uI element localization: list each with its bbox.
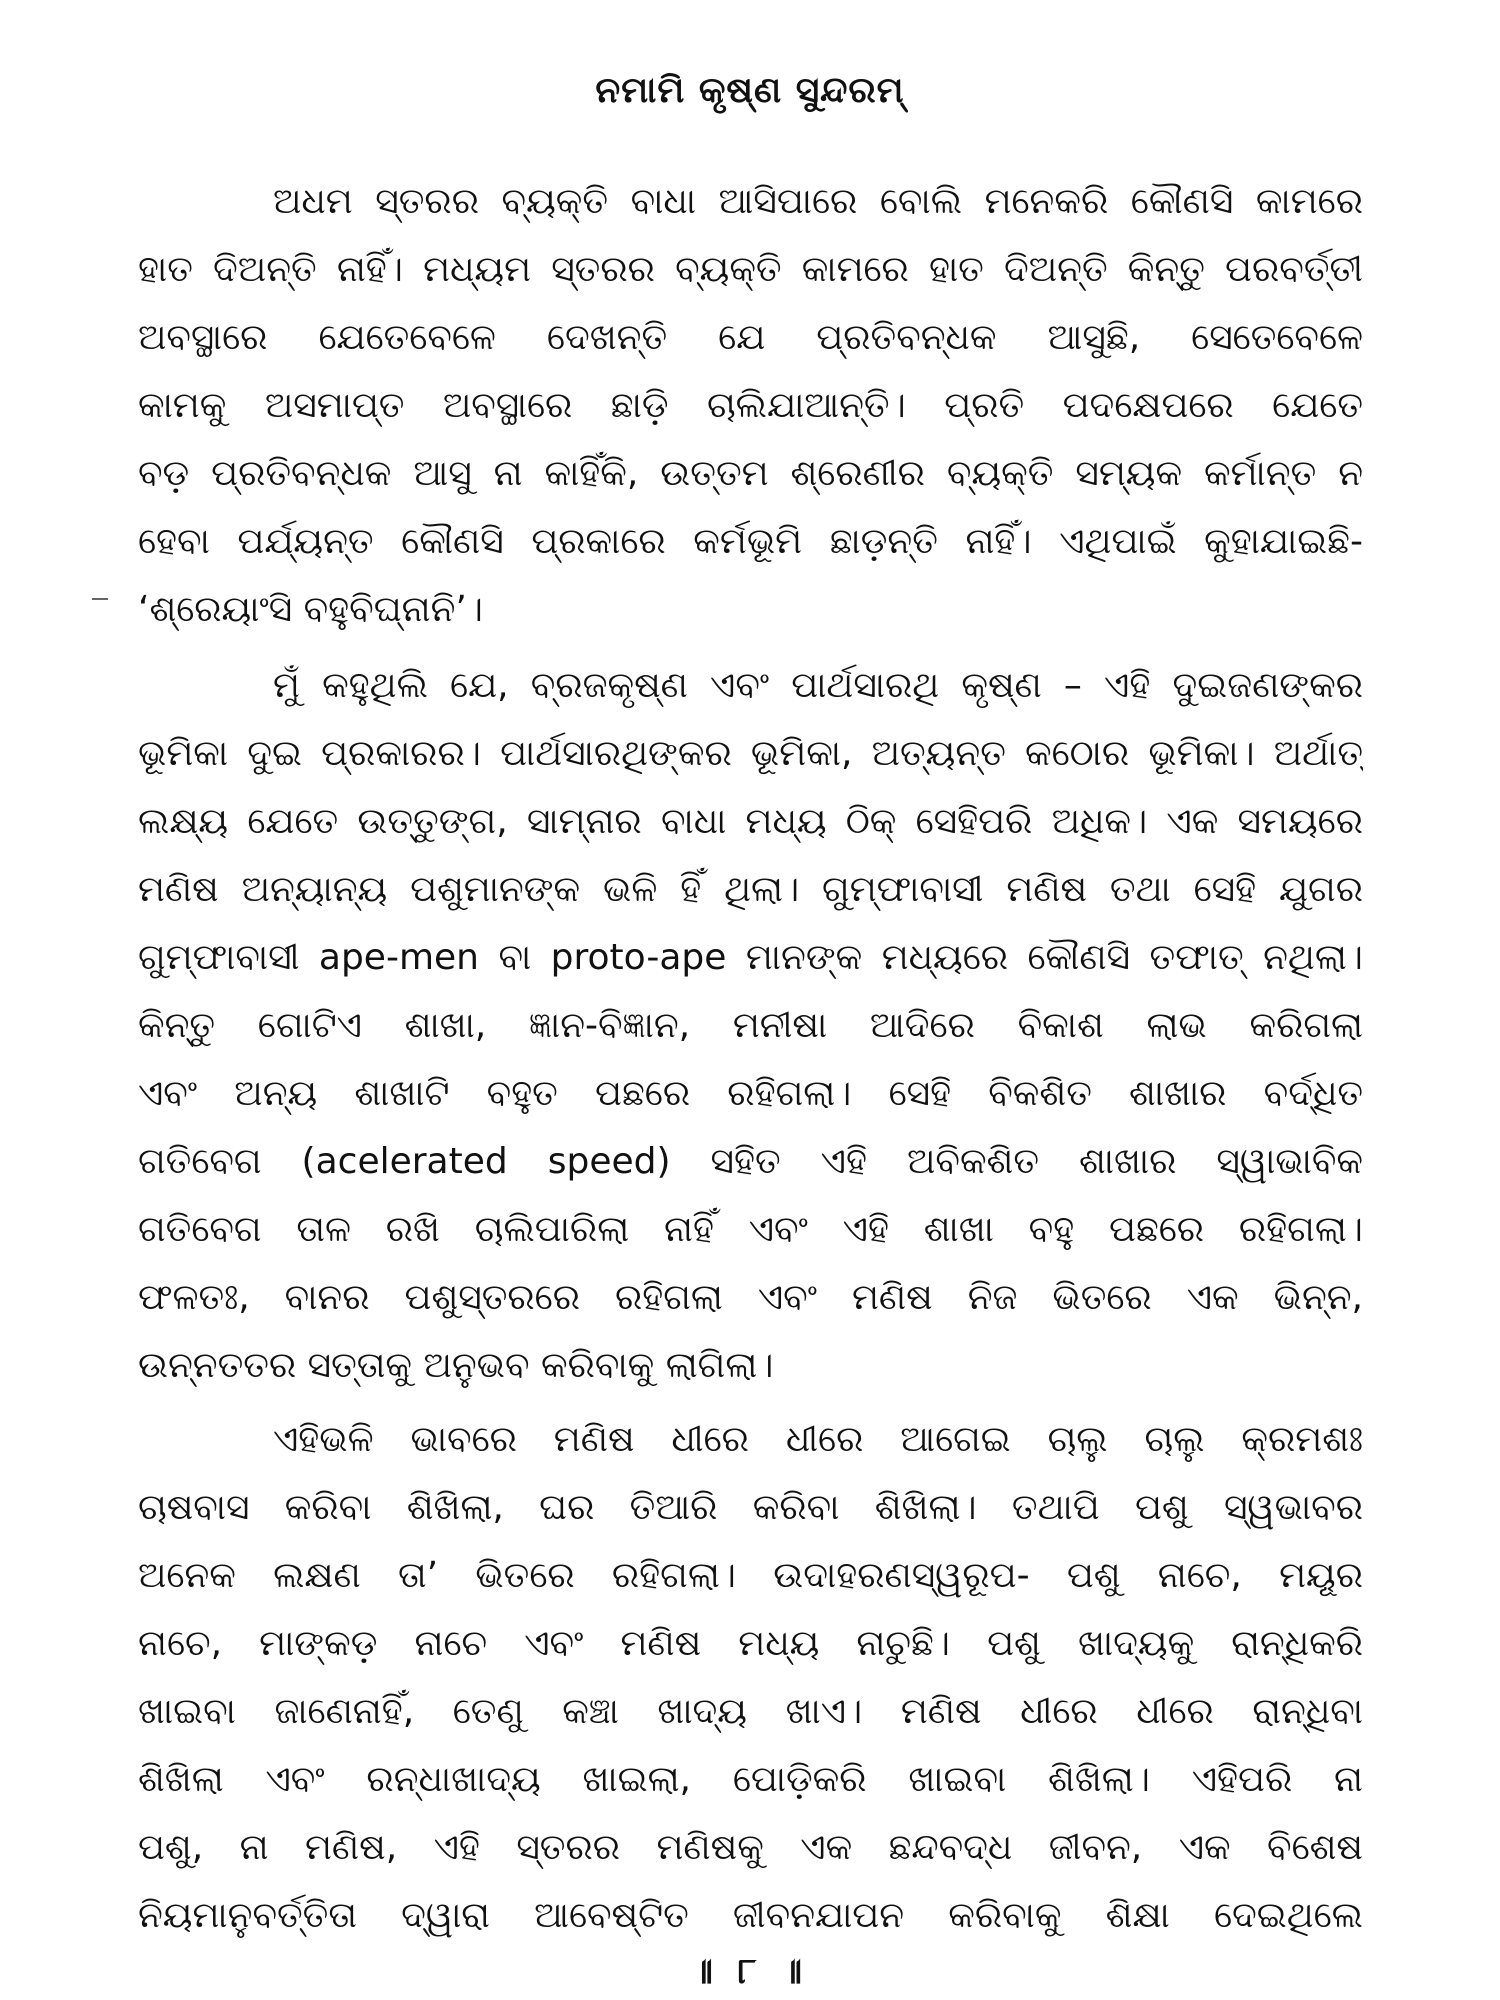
margin-mark	[92, 598, 108, 600]
page-number: ॥ ୮ ॥	[691, 1950, 809, 1992]
text-line: ଗତିବେଗ ତାଳ ରଖି ଚାଲିପାରିଲା ନାହିଁ ଏବଂ ଏହି ଶାଖା ବହୁ ପଛରେ ରହିଗଲା।	[138, 1209, 1363, 1250]
page-title: ନମାମି କୃଷ୍ଣ ସୁନ୍ଦରମ୍	[595, 70, 905, 111]
paragraph-3	[138, 1406, 1363, 1950]
text-line: ପଶୁ, ନା ମଣିଷ, ଏହି ସ୍ତରର ମଣିଷକୁ ଏକ ଛନ୍ଦବଦ୍ଧ ଜୀବନ, ଏକ ବିଶେଷ	[138, 1827, 1363, 1868]
text-line: ଶିଖିଲା ଏବଂ ରନ୍ଧାଖାଦ୍ୟ ଖାଇଲା, ପୋଡ଼ିକରି ଖାଇବା ଶିଖିଲା। ଏହିପରି ନା	[138, 1759, 1363, 1800]
text-line: ଅନେକ ଲକ୍ଷଣ ତା’ ଭିତରେ ରହିଗଲା। ଉଦାହରଣସ୍ୱରୂପ- ପଶୁ ନାଚେ, ମୟୂର	[138, 1555, 1363, 1596]
text-line: ଅବସ୍ଥାରେ ଯେତେବେଳେ ଦେଖନ୍ତି ଯେ ପ୍ରତିବନ୍ଧକ ଆସୁଛି, ସେତେବେଳେ	[138, 317, 1363, 358]
text-line: ହେବା ପର୍ଯ୍ୟନ୍ତ କୌଣସି ପ୍ରକାରେ କର୍ମଭୂମି ଛାଡ଼ନ୍ତି ନାହିଁ। ଏଥିପାଇଁ କୁହାଯାଇଛି-	[138, 521, 1363, 562]
text-line: ଗୁମ୍ଫାବାସୀ ape-men ବା proto-ape ମାନଙ୍କ ମଧ୍ୟରେ କୌଣସି ତଫାତ୍ ନଥିଲା।	[138, 937, 1363, 978]
text-line: କାମକୁ ଅସମାପ୍ତ ଅବସ୍ଥାରେ ଛାଡ଼ି ଚାଲିଯାଆନ୍ତି। ପ୍ରତି ପଦକ୍ଷେପରେ ଯେତେ	[138, 385, 1363, 426]
text-line: ମଣିଷ ଅନ୍ୟାନ୍ୟ ପଶୁମାନଙ୍କ ଭଳି ହିଁ ଥିଲା। ଗୁମ୍ଫାବାସୀ ମଣିଷ ତଥା ସେହି ଯୁଗର	[138, 869, 1363, 910]
text-line: ଭୂମିକା ଦୁଇ ପ୍ରକାରର। ପାର୍ଥସାରଥିଙ୍କର ଭୂମିକା, ଅତ୍ୟନ୍ତ କଠୋର ଭୂମିକା। ଅର୍ଥାତ୍	[138, 733, 1363, 774]
text-line: ଲକ୍ଷ୍ୟ ଯେତେ ଉତ୍ତୁଙ୍ଗ, ସାମ୍ନାର ବାଧା ମଧ୍ୟ ଠିକ୍ ସେହିପରି ଅଧିକ। ଏକ ସମୟରେ	[138, 801, 1363, 842]
text-line: କିନ୍ତୁ ଗୋଟିଏ ଶାଖା, ଜ୍ଞାନ-ବିଜ୍ଞାନ, ମନୀଷା ଆଦିରେ ବିକାଶ ଲାଭ କରିଗଲା	[138, 1005, 1363, 1046]
text-line: ‘ଶ୍ରେୟାଂସି ବହୁବିଘ୍ନାନି’।	[138, 589, 484, 630]
text-line: ବଡ଼ ପ୍ରତିବନ୍ଧକ ଆସୁ ନା କାହିଁକି, ଉତ୍ତମ ଶ୍ରେଣୀର ବ୍ୟକ୍ତି ସମ୍ୟକ କର୍ମାନ୍ତ ନ	[138, 453, 1363, 494]
text-line: ନାଚେ, ମାଙ୍କଡ଼ ନାଚେ ଏବଂ ମଣିଷ ମଧ୍ୟ ନାଚୁଛି। ପଶୁ ଖାଦ୍ୟକୁ ରାନ୍ଧିକରି	[138, 1623, 1363, 1664]
paragraph-2	[138, 652, 1363, 1400]
text-line: ଉନ୍ନତତର ସତ୍ତାକୁ ଅନୁଭବ କରିବାକୁ ଲାଗିଲା।	[138, 1345, 774, 1386]
text-line: ଫଳତଃ, ବାନର ପଶୁସ୍ତରରେ ରହିଗଲା ଏବଂ ମଣିଷ ନିଜ ଭିତରେ ଏକ ଭିନ୍ନ,	[138, 1277, 1363, 1318]
text-line: ଖାଇବା ଜାଣେନାହିଁ, ତେଣୁ କଞ୍ଚା ଖାଦ୍ୟ ଖାଏ। ମଣିଷ ଧୀରେ ଧୀରେ ରାନ୍ଧିବା	[138, 1691, 1363, 1732]
text-line: ଏବଂ ଅନ୍ୟ ଶାଖାଟି ବହୁତ ପଛରେ ରହିଗଲା। ସେହି ବିକଶିତ ଶାଖାର ବର୍ଦ୍ଧିତ	[138, 1073, 1363, 1114]
text-line: ମୁଁ କହୁଥିଲି ଯେ, ବ୍ରଜକୃଷ୍ଣ ଏବଂ ପାର୍ଥସାରଥି କୃଷ୍ଣ – ଏହି ଦୁଇଜଣଙ୍କର	[273, 665, 1363, 706]
text-line: ହାତ ଦିଅନ୍ତି ନାହିଁ। ମଧ୍ୟମ ସ୍ତରର ବ୍ୟକ୍ତି କାମରେ ହାତ ଦିଅନ୍ତି କିନ୍ତୁ ପରବର୍ତ୍ତୀ	[138, 249, 1363, 290]
text-line: ନିୟମାନୁବର୍ତ୍ତିତା ଦ୍ୱାରା ଆବେଷ୍ଟିତ ଜୀବନଯାପନ କରିବାକୁ ଶିକ୍ଷା ଦେଇଥିଲେ	[138, 1895, 1363, 1936]
text-line: ଏହିଭଳି ଭାବରେ ମଣିଷ ଧୀରେ ଧୀରେ ଆଗେଇ ଚାଲୁ ଚାଲୁ କ୍ରମଶଃ	[273, 1419, 1363, 1460]
text-line: ଗତିବେଗ (acelerated speed) ସହିତ ଏହି ଅବିକଶିତ ଶାଖାର ସ୍ୱାଭାବିକ	[138, 1141, 1363, 1182]
text-line: ଚାଷବାସ କରିବା ଶିଖିଲା, ଘର ତିଆରି କରିବା ଶିଖିଲା। ତଥାପି ପଶୁ ସ୍ୱଭାବର	[138, 1487, 1363, 1528]
text-line: ଅଧମ ସ୍ତରର ବ୍ୟକ୍ତି ବାଧା ଆସିପାରେ ବୋଲି ମନେକରି କୌଣସି କାମରେ	[273, 181, 1363, 222]
paragraph-1	[138, 168, 1363, 644]
